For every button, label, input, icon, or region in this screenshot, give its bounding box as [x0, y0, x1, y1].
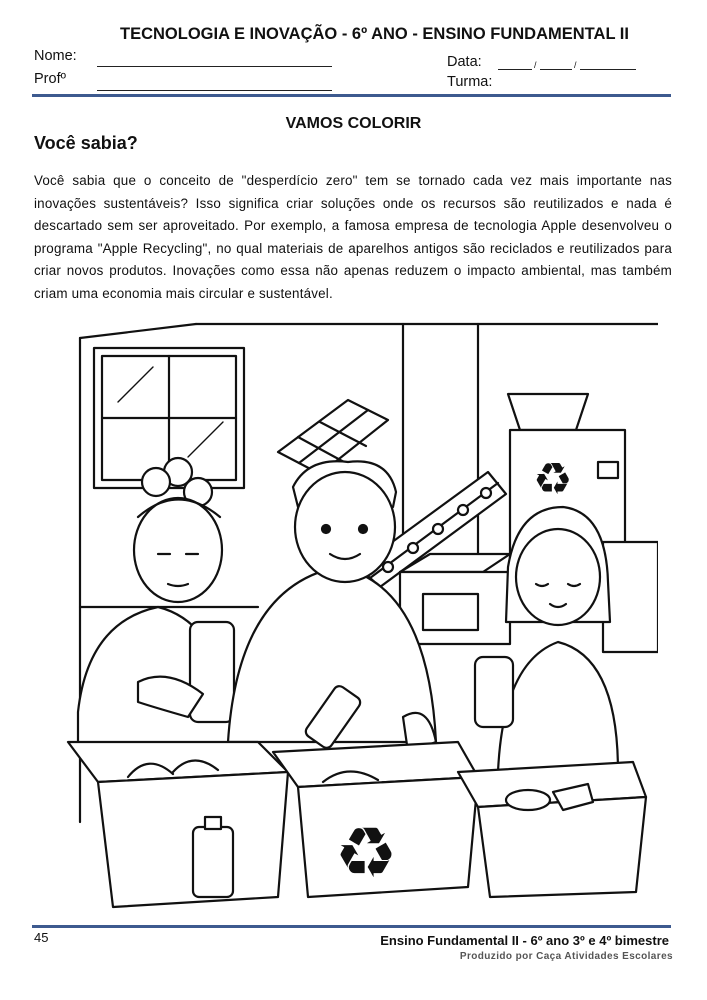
recycling-bin-middle: [273, 742, 478, 897]
name-label: Nome:: [34, 48, 77, 64]
date-day-field[interactable]: [498, 69, 532, 70]
cardboard-box: [400, 554, 510, 644]
header-divider: [32, 94, 671, 97]
teacher-field[interactable]: [97, 90, 332, 91]
date-month-field[interactable]: [540, 69, 572, 70]
footer-divider: [32, 925, 671, 928]
worksheet-title: TECNOLOGIA E INOVAÇÃO - 6º ANO - ENSINO FUNDAMENTAL II: [120, 25, 629, 43]
student-left: [78, 458, 234, 752]
class-label: Turma:: [447, 74, 493, 90]
teacher-label: Profº: [34, 71, 66, 87]
machine-recycle-icon: ♻: [533, 455, 573, 504]
recycling-bin-right: [458, 762, 646, 897]
date-year-field[interactable]: [580, 69, 636, 70]
date-label: Data:: [447, 54, 482, 70]
date-separator: /: [574, 60, 578, 70]
date-separator: /: [534, 60, 538, 70]
section-heading: Você sabia?: [34, 133, 138, 153]
footer-series: Ensino Fundamental II - 6º ano 3º e 4º bimestre: [380, 933, 669, 948]
coloring-illustration: [58, 322, 658, 910]
name-field[interactable]: [97, 66, 332, 67]
page-number: 45: [34, 930, 49, 945]
info-paragraph: Você sabia que o conceito de "desperdício zero" tem se tornado cada vez mais importante nas inovações sustentáveis? Isso significa criar soluções onde os recursos são reutilizados e nada é descartado sem ser aproveitado. Por exemplo, a famosa empresa de tecnologia Apple desenvolveu o programa "Apple Recycling", no qual materiais de aparelhos antigos são reciclados e reutilizados para criar novos produtos. Inovações como essa não apenas reduzem o impacto ambiental, mas também criam uma economia mais circular e sustentável.: [34, 173, 672, 301]
recycling-bin-left: [68, 742, 288, 907]
bin-recycle-icon: ♻: [334, 814, 398, 892]
footer-credit: Produzido por Caça Atividades Escolares: [459, 951, 673, 962]
activity-title: VAMOS COLORIR: [285, 115, 422, 132]
